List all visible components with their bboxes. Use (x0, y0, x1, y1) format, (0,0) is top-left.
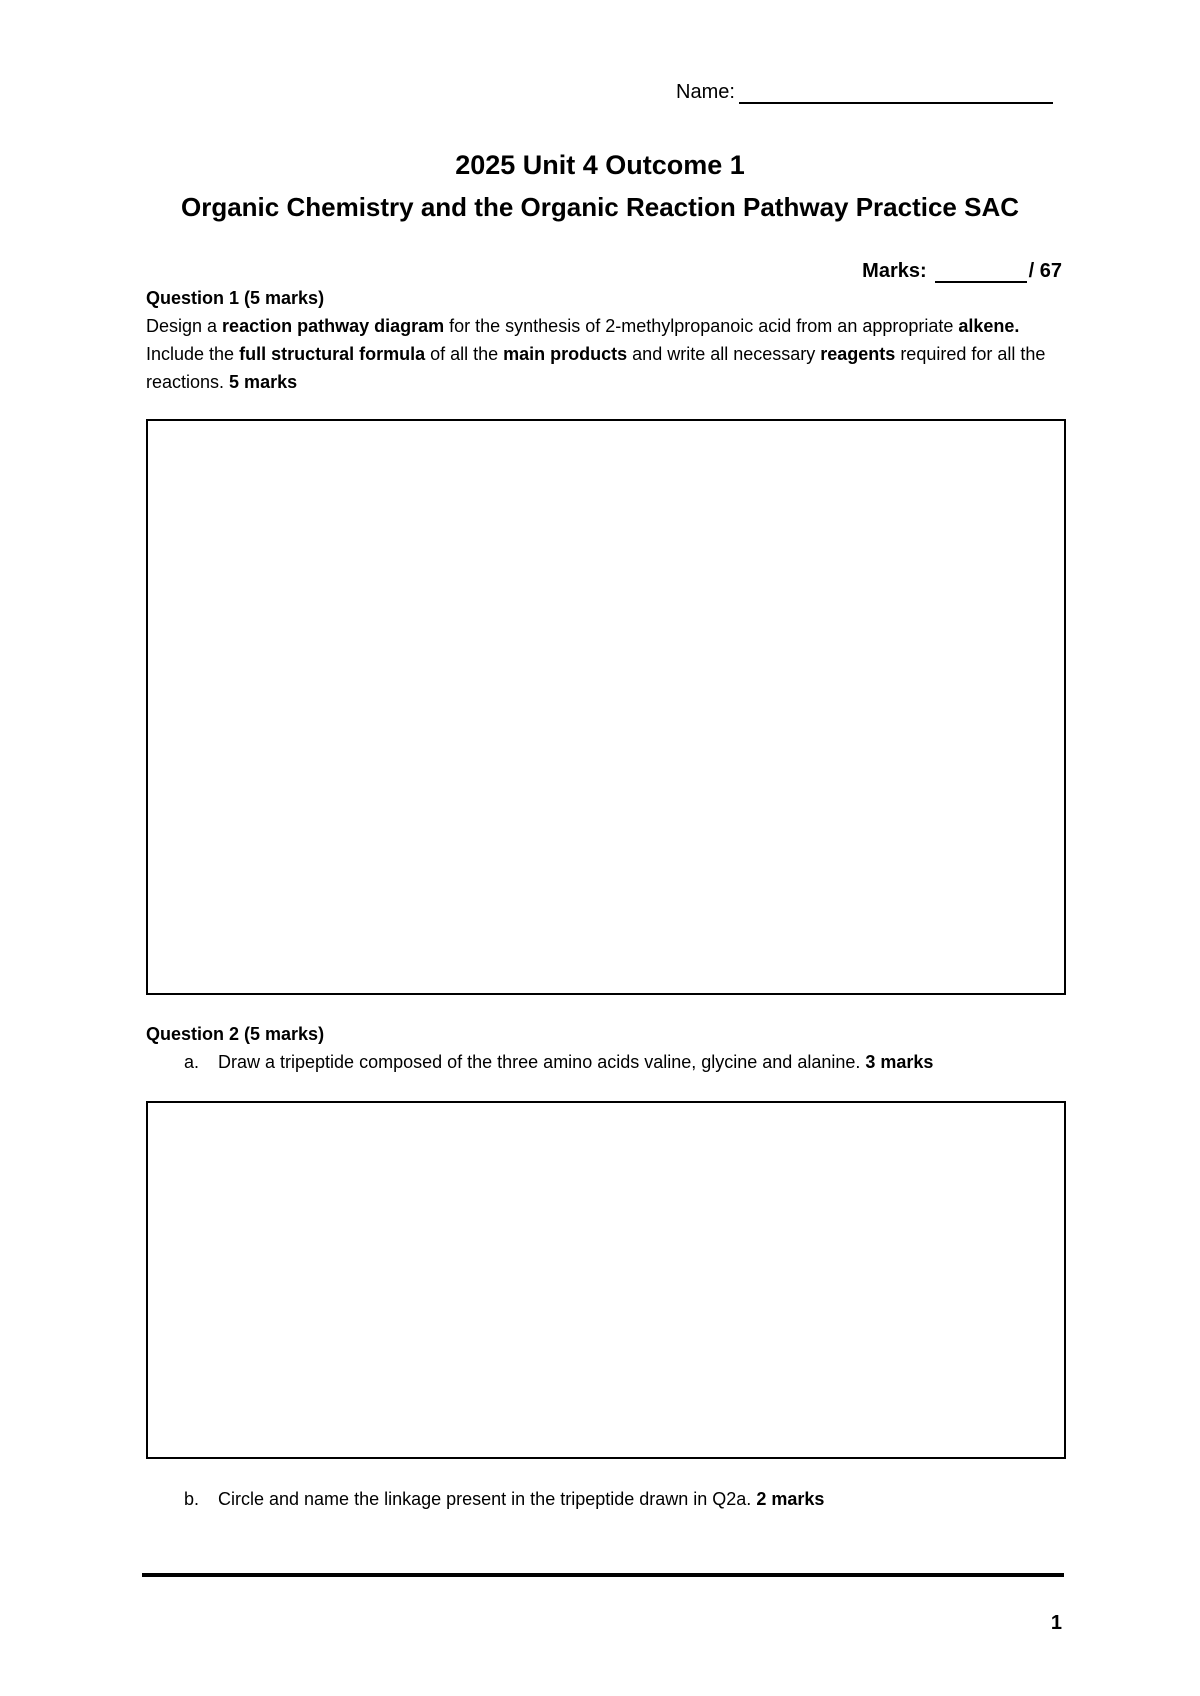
question-2b (184, 1489, 1064, 1510)
name-blank-line[interactable] (739, 80, 1053, 104)
q1-text-part: required for all the reactions. (146, 344, 1046, 392)
q1-bold-term: alkene. (958, 316, 1020, 336)
q1-bold-term: reagents (820, 344, 896, 364)
question-2a (184, 1052, 1064, 1073)
q1-text-part: of all the (425, 344, 504, 364)
page-title: 2025 Unit 4 Outcome 1 (455, 150, 745, 180)
q1-text-part: Include the (146, 344, 240, 364)
page-number: 1 (1050, 1612, 1062, 1634)
question-2b-text: Circle and name the linkage present in the tripeptide drawn in Q2a. (218, 1489, 757, 1509)
question-2a-text: Draw a tripeptide composed of the three amino acids valine, glycine and alanine. (218, 1052, 866, 1072)
marks-total: / 67 (1028, 260, 1062, 282)
name-field[interactable] (676, 80, 1053, 104)
q1-marks: 5 marks (229, 372, 298, 392)
q1-bold-term: main products (503, 344, 628, 364)
question-1-heading: Question 1 (5 marks) (146, 288, 325, 308)
q1-bold-term: full structural formula (239, 344, 426, 364)
page-subtitle: Organic Chemistry and the Organic Reaction Pathway Practice SAC (180, 192, 1020, 222)
question-2-heading: Question 2 (5 marks) (146, 1024, 325, 1044)
question-2a-answer-box[interactable] (146, 1101, 1066, 1459)
q1-text-part: for the synthesis of 2-methylpropanoic acid from an appropriate (444, 316, 959, 336)
marks-label: Marks: (862, 260, 927, 282)
marks-field (862, 260, 1062, 283)
question-1-answer-box[interactable] (146, 419, 1066, 995)
q1-text-part: and write all necessary (627, 344, 821, 364)
footer-divider (142, 1573, 1064, 1577)
marks-blank-line[interactable] (935, 261, 1027, 283)
question-2a-marks: 3 marks (865, 1052, 934, 1072)
question-1-text (146, 312, 1066, 396)
name-label: Name: (676, 81, 735, 103)
q1-bold-term: reaction pathway diagram (222, 316, 445, 336)
q1-text-part: Design a (146, 316, 223, 336)
question-2a-letter: a. (184, 1052, 200, 1072)
question-2b-marks: 2 marks (756, 1489, 825, 1509)
question-2b-letter: b. (184, 1489, 200, 1509)
